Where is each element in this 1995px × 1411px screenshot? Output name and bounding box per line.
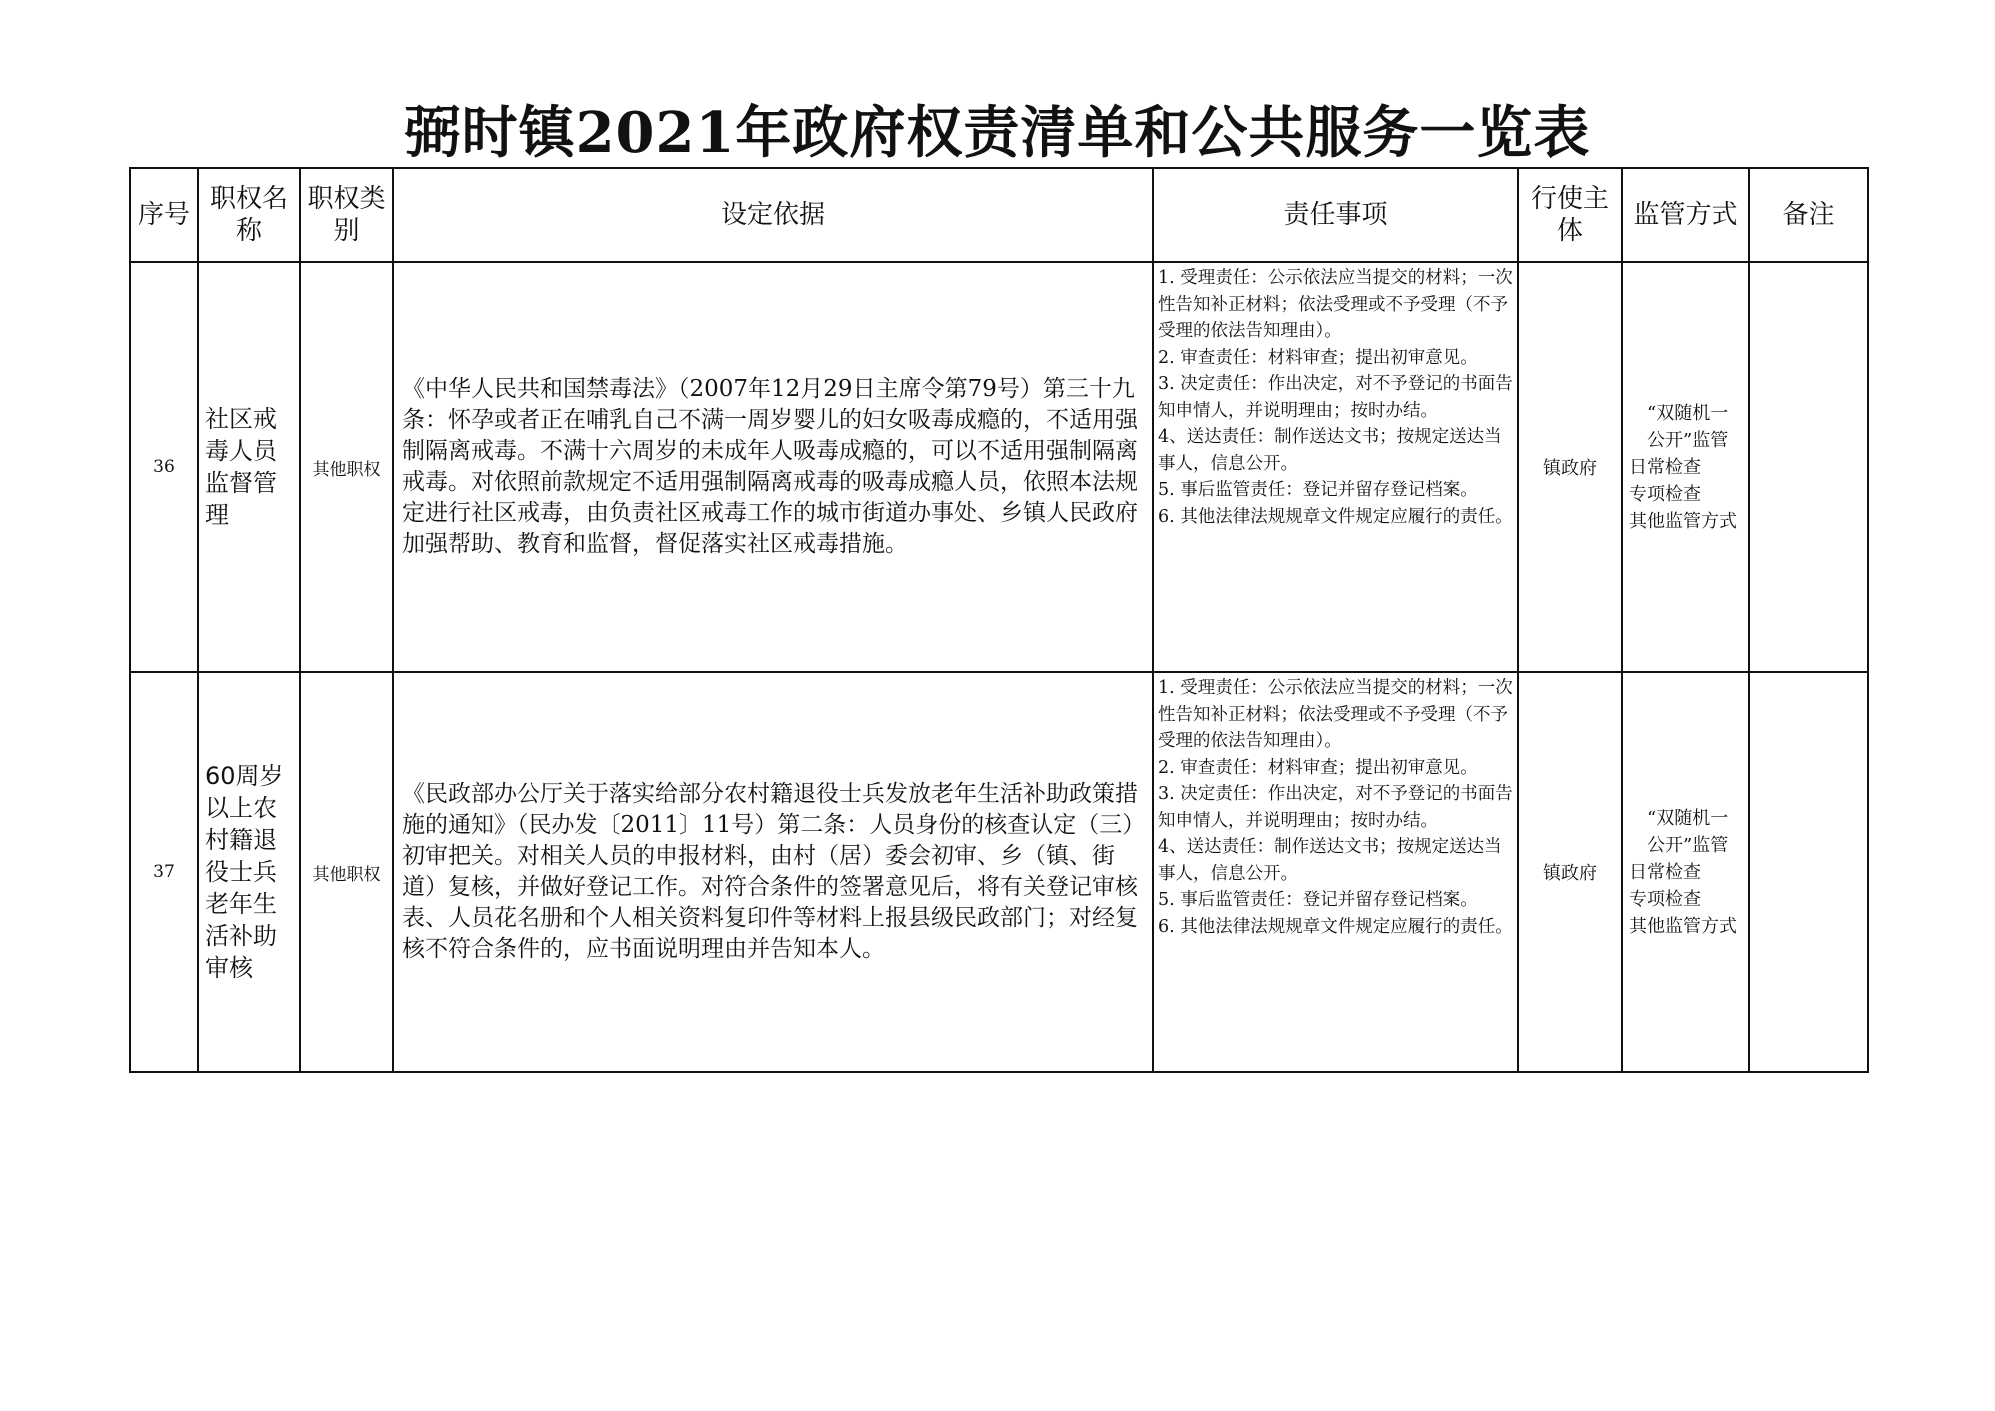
cell-type: 其他职权 — [300, 672, 393, 1072]
cell-supervision — [1622, 262, 1749, 672]
cell-responsibility — [1153, 672, 1518, 1072]
responsibility-item: 3. 决定责任：作出决定，对不予登记的书面告知申情人，并说明理由；按时办结。 — [1158, 374, 1513, 421]
cell-type: 其他职权 — [300, 262, 393, 672]
page-title: 弼时镇2021年政府权责清单和公共服务一览表 — [404, 100, 1591, 166]
table-header-row — [130, 168, 1868, 262]
header-supervision: 监管方式 — [1622, 168, 1749, 262]
cell-name: 社区戒毒人员监督管理 — [198, 262, 300, 672]
table-row — [130, 262, 1868, 672]
responsibility-item: 3. 决定责任：作出决定，对不予登记的书面告知申情人，并说明理由；按时办结。 — [1158, 784, 1513, 831]
responsibility-item: 4、送达责任：制作送达文书；按规定送达当事人，信息公开。 — [1158, 427, 1502, 474]
responsibility-item: 5. 事后监管责任：登记并留存登记档案。 — [1158, 480, 1478, 500]
cell-seq: 37 — [130, 672, 198, 1072]
header-seq: 序号 — [130, 168, 198, 262]
responsibility-item: 2. 审查责任：材料审查；提出初审意见。 — [1158, 347, 1478, 368]
cell-seq: 36 — [130, 262, 198, 672]
responsibility-item: 1. 受理责任：公示依法应当提交的材料；一次性告知补正材料；依法受理或不予受理（不予受理的依法告知理由）。 — [1158, 678, 1513, 751]
responsibility-item: 5. 事后监管责任：登记并留存登记档案。 — [1158, 890, 1478, 910]
supervision-item: 其他监管方式 — [1629, 510, 1737, 532]
cell-responsibility — [1153, 262, 1518, 672]
supervision-item: 日常检查 — [1629, 456, 1701, 478]
header-basis: 设定依据 — [393, 168, 1153, 262]
cell-body: 镇政府 — [1518, 262, 1622, 672]
responsibility-item: 4、送达责任：制作送达文书；按规定送达当事人，信息公开。 — [1158, 837, 1502, 884]
supervision-item: 日常检查 — [1629, 861, 1701, 883]
supervision-item: 专项检查 — [1629, 888, 1701, 910]
cell-supervision — [1622, 672, 1749, 1072]
cell-name: 60周岁以上农村籍退役士兵老年生活补助审核 — [198, 672, 300, 1072]
header-remark: 备注 — [1749, 168, 1868, 262]
cell-basis: 《民政部办公厅关于落实给部分农村籍退役士兵发放老年生活补助政策措施的通知》（民办发〔2011〕11号）第二条：人员身份的核查认定（三）初审把关。对相关人员的申报材料，由村（居）委会初审、乡（镇、街道）复核，并做好登记工作。对符合条件的签署意见后，将有关登记审核表、人员花名册和个人相关资料复印件等材料上报县级民政部门；对经复核不符合条件的，应书面说明理由并告知本人。 — [393, 672, 1153, 1072]
header-responsibility: 责任事项 — [1153, 168, 1518, 262]
cell-basis: 《中华人民共和国禁毒法》（2007年12月29日主席令第79号）第三十九条：怀孕或者正在哺乳自己不满一周岁婴儿的妇女吸毒成瘾的，不适用强制隔离戒毒。不满十六周岁的未成年人吸毒成瘾的，可以不适用强制隔离戒毒。对依照前款规定不适用强制隔离戒毒的吸毒成瘾人员，依照本法规定进行社区戒毒，由负责社区戒毒工作的城市街道办事处、乡镇人民政府加强帮助、教育和监督，督促落实社区戒毒措施。 — [393, 262, 1153, 672]
cell-remark — [1749, 672, 1868, 1072]
cell-body: 镇政府 — [1518, 672, 1622, 1072]
responsibility-item: 6. 其他法律法规规章文件规定应履行的责任。 — [1158, 916, 1513, 937]
table-row — [130, 672, 1868, 1072]
header-name: 职权名称 — [198, 168, 300, 262]
cell-remark — [1749, 262, 1868, 672]
supervision-item: “双随机一公开”监管 — [1647, 807, 1729, 856]
header-type: 职权类别 — [300, 168, 393, 262]
duty-list-table — [129, 167, 1869, 1073]
responsibility-item: 6. 其他法律法规规章文件规定应履行的责任。 — [1158, 506, 1513, 527]
supervision-item: 其他监管方式 — [1629, 915, 1737, 937]
header-body: 行使主体 — [1518, 168, 1622, 262]
responsibility-item: 2. 审查责任：材料审查；提出初审意见。 — [1158, 757, 1478, 778]
supervision-item: “双随机一公开”监管 — [1647, 402, 1729, 451]
responsibility-item: 1. 受理责任：公示依法应当提交的材料；一次性告知补正材料；依法受理或不予受理（不予受理的依法告知理由）。 — [1158, 268, 1513, 341]
supervision-item: 专项检查 — [1629, 483, 1701, 505]
